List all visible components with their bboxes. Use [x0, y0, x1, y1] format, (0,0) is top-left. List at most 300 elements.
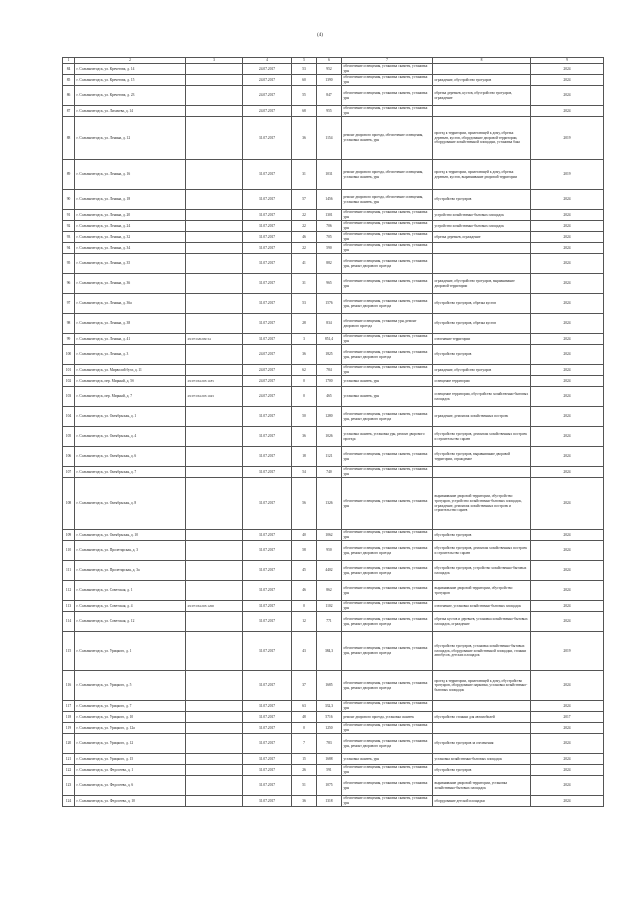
- row-number-cell: 94: [63, 243, 75, 254]
- table-row: [63, 734, 604, 754]
- area-cell: 862: [317, 581, 342, 601]
- date-cell: 31.07.2017: [243, 190, 292, 210]
- year-cell: 2024: [531, 334, 604, 345]
- address-cell: г. Сольвычегодск, ул. Октябрьская, д. 4: [75, 427, 186, 447]
- table-row: [63, 345, 604, 365]
- cadastral-number-cell: [186, 117, 243, 160]
- minimum-works-cell: обеспечение освещения, установка скамеек, установка урн: [342, 106, 433, 117]
- cadastral-number-cell: [186, 365, 243, 376]
- count-cell: 55: [292, 86, 317, 106]
- additional-works-cell: ограждение, обустройство тротуаров: [433, 365, 531, 376]
- year-cell: 2024: [531, 467, 604, 478]
- cadastral-number-cell: 29:07:061203:1045: [186, 387, 243, 407]
- minimum-works-cell: установка скамеек, урн: [342, 376, 433, 387]
- area-cell: 740: [317, 467, 342, 478]
- area-cell: 1154: [317, 117, 342, 160]
- row-number-cell: 87: [63, 106, 75, 117]
- count-cell: 12: [292, 612, 317, 632]
- count-cell: 48: [292, 712, 317, 723]
- year-cell: 2024: [531, 254, 604, 274]
- table-row: [63, 671, 604, 701]
- minimum-works-cell: установка скамеек, установка урн, ремонт дворового проезда: [342, 427, 433, 447]
- cadastral-number-cell: [186, 294, 243, 314]
- year-cell: 2024: [531, 427, 604, 447]
- row-number-cell: 121: [63, 754, 75, 765]
- row-number-cell: 111: [63, 561, 75, 581]
- table-row: [63, 190, 604, 210]
- additional-works-cell: обрезка кустов и деревьев, установка хозяйственно-бытовых площадок, ограждение: [433, 612, 531, 632]
- date-cell: 31.07.2017: [243, 243, 292, 254]
- cadastral-number-cell: [186, 796, 243, 807]
- cadastral-number-cell: [186, 64, 243, 75]
- table-row: [63, 274, 604, 294]
- count-cell: 7: [292, 734, 317, 754]
- year-cell: 2019: [531, 632, 604, 671]
- date-cell: 31.07.2017: [243, 334, 292, 345]
- year-cell: 2024: [531, 210, 604, 221]
- additional-works-cell: озеленение территории: [433, 334, 531, 345]
- area-cell: 1825: [317, 345, 342, 365]
- year-cell: 2024: [531, 64, 604, 75]
- row-number-cell: 86: [63, 86, 75, 106]
- additional-works-cell: обустройство тротуаров, обрезка кустов: [433, 294, 531, 314]
- table-row: [63, 701, 604, 712]
- cadastral-number-cell: [186, 632, 243, 671]
- cadastral-number-cell: [186, 106, 243, 117]
- table-row: [63, 376, 604, 387]
- row-number-cell: 104: [63, 407, 75, 427]
- cadastral-number-cell: [186, 701, 243, 712]
- year-cell: 2024: [531, 796, 604, 807]
- additional-works-cell: обустройство тротуаров, выравнивание дворовой территории, ограждение: [433, 447, 531, 467]
- column-header: 2: [75, 58, 186, 64]
- address-cell: г. Сольвычегодск, ул. Ленина, д. 20: [75, 210, 186, 221]
- table-row: [63, 254, 604, 274]
- cadastral-number-cell: [186, 776, 243, 796]
- area-cell: 955: [317, 106, 342, 117]
- row-number-cell: 85: [63, 75, 75, 86]
- cadastral-number-cell: [186, 274, 243, 294]
- row-number-cell: 123: [63, 776, 75, 796]
- year-cell: 2024: [531, 723, 604, 734]
- address-cell: г. Сольвычегодск, ул. Октябрьская, д. 1: [75, 407, 186, 427]
- table-row: [63, 232, 604, 243]
- area-cell: 834: [317, 314, 342, 334]
- date-cell: 24.07.2017: [243, 345, 292, 365]
- row-number-cell: 98: [63, 314, 75, 334]
- table-row: [63, 467, 604, 478]
- additional-works-cell: [433, 701, 531, 712]
- cadastral-number-cell: [186, 478, 243, 530]
- year-cell: 2024: [531, 345, 604, 365]
- address-cell: г. Сольвычегодск, ул. Советская, д. 4: [75, 601, 186, 612]
- cadastral-number-cell: [186, 541, 243, 561]
- area-cell: 384,3: [317, 632, 342, 671]
- additional-works-cell: [433, 106, 531, 117]
- table-row: [63, 612, 604, 632]
- row-number-cell: 101: [63, 365, 75, 376]
- additional-works-cell: ограждение, обустройство тротуаров: [433, 75, 531, 86]
- count-cell: 63: [292, 701, 317, 712]
- table-row: [63, 765, 604, 776]
- year-cell: 2024: [531, 221, 604, 232]
- additional-works-cell: ограждение, демонтаж хозяйственных построек: [433, 407, 531, 427]
- area-cell: 1688: [317, 754, 342, 765]
- minimum-works-cell: ремонт дворового проезда, установка скамеек: [342, 712, 433, 723]
- year-cell: 2024: [531, 376, 604, 387]
- date-cell: 31.07.2017: [243, 701, 292, 712]
- area-cell: 1031: [317, 160, 342, 190]
- address-cell: г. Сольвычегодск, ул. Пролетарская, д. 3: [75, 541, 186, 561]
- minimum-works-cell: обеспечение освещения, установка скамеек, установка урн: [342, 75, 433, 86]
- area-cell: 4402: [317, 561, 342, 581]
- minimum-works-cell: обеспечение освещения, установка скамеек, установка урн: [342, 221, 433, 232]
- count-cell: 60: [292, 75, 317, 86]
- minimum-works-cell: обеспечение освещения, установка скамеек, установка урн: [342, 64, 433, 75]
- row-number-cell: 88: [63, 117, 75, 160]
- address-cell: г. Сольвычегодск, ул. Урицкого, д. 7: [75, 701, 186, 712]
- year-cell: 2024: [531, 561, 604, 581]
- count-cell: 62: [292, 365, 317, 376]
- row-number-cell: 114: [63, 612, 75, 632]
- additional-works-cell: обустройство тротуаров: [433, 530, 531, 541]
- address-cell: г. Сольвычегодск, ул. Урицкого, д. 15: [75, 754, 186, 765]
- address-cell: г. Сольвычегодск, ул. Ленина, д. 24: [75, 221, 186, 232]
- count-cell: 22: [292, 243, 317, 254]
- additional-works-cell: обустройство тротуаров, устройство хозяйственно-бытовых площадок: [433, 561, 531, 581]
- additional-works-cell: ограждение, обустройство тротуаров, выравнивание дворовой территории: [433, 274, 531, 294]
- column-header: 8: [433, 58, 531, 64]
- column-header: 7: [342, 58, 433, 64]
- count-cell: 46: [292, 581, 317, 601]
- address-cell: г. Сольвычегодск, ул. Октябрьская, д. 6: [75, 447, 186, 467]
- date-cell: 31.07.2017: [243, 612, 292, 632]
- date-cell: 31.07.2017: [243, 530, 292, 541]
- year-cell: 2019: [531, 117, 604, 160]
- cadastral-number-cell: [186, 221, 243, 232]
- address-cell: г. Сольвычегодск, ул. Кречетова, д. 14: [75, 64, 186, 75]
- minimum-works-cell: ремонт дворового проезда, обеспечение освещения, установка скамеек, урн: [342, 117, 433, 160]
- address-cell: г. Сольвычегодск, ул. Советская, д. 12: [75, 612, 186, 632]
- area-cell: 1301: [317, 210, 342, 221]
- year-cell: 2024: [531, 387, 604, 407]
- date-cell: 24.07.2017: [243, 106, 292, 117]
- area-cell: 1456: [317, 190, 342, 210]
- column-header: 6: [317, 58, 342, 64]
- cadastral-number-cell: [186, 190, 243, 210]
- address-cell: г. Сольвычегодск, ул. Ленина, д. 38: [75, 314, 186, 334]
- table-row: [63, 334, 604, 345]
- minimum-works-cell: обеспечение освещения, установка скамеек, установка урн: [342, 467, 433, 478]
- table-row: [63, 314, 604, 334]
- table-row: [63, 365, 604, 376]
- year-cell: 2024: [531, 274, 604, 294]
- minimum-works-cell: обеспечение освещения, установка скамеек, установка урн, ремонт дворового проезда: [342, 541, 433, 561]
- area-cell: 771: [317, 612, 342, 632]
- additional-works-cell: обустройство тротуаров за озеленения: [433, 734, 531, 754]
- row-number-cell: 122: [63, 765, 75, 776]
- area-cell: 1062: [317, 530, 342, 541]
- address-cell: г. Сольвычегодск, ул. Федосеева, д. 6: [75, 776, 186, 796]
- row-number-cell: 106: [63, 447, 75, 467]
- minimum-works-cell: обеспечение освещения, установка скамеек, установка урн: [342, 723, 433, 734]
- year-cell: 2024: [531, 530, 604, 541]
- minimum-works-cell: обеспечение освещения, установка скамеек, установка урн: [342, 765, 433, 776]
- date-cell: 24.07.2017: [243, 365, 292, 376]
- address-cell: г. Сольвычегодск, ул. Урицкого, д. 12: [75, 734, 186, 754]
- row-number-cell: 100: [63, 345, 75, 365]
- address-cell: г. Сольвычегодск, ул. Урицкого, д. 1: [75, 632, 186, 671]
- minimum-works-cell: обеспечение освещения, установка скамеек, установка урн: [342, 601, 433, 612]
- count-cell: 41: [292, 254, 317, 274]
- count-cell: 36: [292, 427, 317, 447]
- area-cell: 1075: [317, 776, 342, 796]
- address-cell: г. Сольвычегодск, ул. Ленина, д. 41: [75, 334, 186, 345]
- row-number-cell: 95: [63, 254, 75, 274]
- row-number-cell: 107: [63, 467, 75, 478]
- cadastral-number-cell: 29:07:020209:34: [186, 334, 243, 345]
- area-cell: 590: [317, 243, 342, 254]
- column-header: 9: [531, 58, 604, 64]
- additional-works-cell: проезд к территории, прилегающей к дому, обустройство тротуаров, оборудование парковки, установка хозяйственно-бытовых площадок: [433, 671, 531, 701]
- table-row: [63, 601, 604, 612]
- year-cell: 2024: [531, 776, 604, 796]
- date-cell: 24.07.2017: [243, 75, 292, 86]
- date-cell: 31.07.2017: [243, 601, 292, 612]
- minimum-works-cell: обеспечение освещения, установка скамеек, установка урн: [342, 796, 433, 807]
- date-cell: 31.07.2017: [243, 407, 292, 427]
- address-cell: г. Сольвычегодск, ул. Урицкого, д. 10: [75, 712, 186, 723]
- cadastral-number-cell: [186, 210, 243, 221]
- minimum-works-cell: обеспечение освещения, установка скамеек, установка урн: [342, 530, 433, 541]
- area-cell: 1280: [317, 407, 342, 427]
- minimum-works-cell: обеспечение освещения, установка скамеек, установка урн: [342, 232, 433, 243]
- count-cell: 0: [292, 601, 317, 612]
- additional-works-cell: оборудование детской площадки: [433, 796, 531, 807]
- additional-works-cell: освещение территории, обустройство хозяйственно-бытовых площадок: [433, 387, 531, 407]
- minimum-works-cell: обеспечение освещения, установка скамеек, установка урн: [342, 243, 433, 254]
- area-cell: 1318: [317, 796, 342, 807]
- date-cell: 31.07.2017: [243, 765, 292, 776]
- cadastral-number-cell: [186, 467, 243, 478]
- additional-works-cell: обустройство стоянки для автомобилей: [433, 712, 531, 723]
- additional-works-cell: проезд к территории, прилегающей к дому, обрезка деревьев, кустов, оборудование дворовой территории, оборудование хозяйственной площадки, установка бака: [433, 117, 531, 160]
- minimum-works-cell: обеспечение освещения, установка урн, ремонт дворового проезда: [342, 314, 433, 334]
- minimum-works-cell: ремонт дворового проезда, обеспечение освещения, установка скамеек, урн: [342, 160, 433, 190]
- year-cell: 2024: [531, 314, 604, 334]
- table-row: [63, 723, 604, 734]
- minimum-works-cell: ремонт дворового проезда, обеспечение освещения, установка скамеек, урн: [342, 190, 433, 210]
- address-cell: г. Сольвычегодск, ул. Урицкого, д. 12а: [75, 723, 186, 734]
- cadastral-number-cell: [186, 530, 243, 541]
- count-cell: 0: [292, 387, 317, 407]
- date-cell: 31.07.2017: [243, 254, 292, 274]
- row-number-cell: 102: [63, 376, 75, 387]
- table-row: [63, 160, 604, 190]
- address-cell: г. Сольвычегодск, ул. Октябрьская, д. 10: [75, 530, 186, 541]
- area-cell: 1700: [317, 376, 342, 387]
- additional-works-cell: [433, 467, 531, 478]
- cadastral-number-cell: [186, 86, 243, 106]
- table-row: [63, 221, 604, 232]
- year-cell: 2024: [531, 407, 604, 427]
- minimum-works-cell: обеспечение освещения, установка скамеек, установка урн, ремонт дворового проезда: [342, 734, 433, 754]
- additional-works-cell: [433, 243, 531, 254]
- date-cell: 24.07.2017: [243, 387, 292, 407]
- address-cell: г. Сольвычегодск, ул. Октябрьская, д. 8: [75, 478, 186, 530]
- minimum-works-cell: обеспечение освещения, установка скамеек, установка урн: [342, 581, 433, 601]
- year-cell: 2024: [531, 754, 604, 765]
- count-cell: 0: [292, 723, 317, 734]
- count-cell: 31: [292, 274, 317, 294]
- row-number-cell: 110: [63, 541, 75, 561]
- page-number: (4): [317, 33, 323, 38]
- count-cell: 0: [292, 376, 317, 387]
- address-cell: г. Сольвычегодск, ул. Октябрьская, д. 7: [75, 467, 186, 478]
- address-cell: г. Сольвычегодск, ул. Пролетарская, д. 3а: [75, 561, 186, 581]
- address-cell: г. Сольвычегодск, ул. Ленина, д. 16: [75, 160, 186, 190]
- count-cell: 22: [292, 221, 317, 232]
- address-cell: г. Сольвычегодск, пер. Мирный, д. 5б: [75, 376, 186, 387]
- address-cell: г. Сольвычегодск, ул. Ленина, д. 36а: [75, 294, 186, 314]
- year-cell: 2024: [531, 701, 604, 712]
- column-header: 4: [243, 58, 292, 64]
- minimum-works-cell: обеспечение освещения, установка скамеек, установка урн: [342, 274, 433, 294]
- row-number-cell: 112: [63, 581, 75, 601]
- cadastral-number-cell: [186, 734, 243, 754]
- year-cell: 2024: [531, 190, 604, 210]
- date-cell: 31.07.2017: [243, 581, 292, 601]
- cadastral-number-cell: [186, 612, 243, 632]
- row-number-cell: 96: [63, 274, 75, 294]
- table-row: [63, 776, 604, 796]
- table-row: [63, 561, 604, 581]
- area-cell: 5716: [317, 712, 342, 723]
- row-number-cell: 99: [63, 334, 75, 345]
- count-cell: 36: [292, 796, 317, 807]
- minimum-works-cell: установка скамеек, урн: [342, 387, 433, 407]
- count-cell: 22: [292, 210, 317, 221]
- row-number-cell: 115: [63, 632, 75, 671]
- cadastral-number-cell: 29:07:061203:1200: [186, 601, 243, 612]
- minimum-works-cell: обеспечение освещения, установка скамеек, установка урн, ремонт дворового проезда: [342, 345, 433, 365]
- date-cell: 31.07.2017: [243, 776, 292, 796]
- row-number-cell: 117: [63, 701, 75, 712]
- year-cell: 2024: [531, 734, 604, 754]
- cadastral-number-cell: 29:07:061203:1185: [186, 376, 243, 387]
- cadastral-number-cell: [186, 314, 243, 334]
- year-cell: 2024: [531, 75, 604, 86]
- minimum-works-cell: обеспечение освещения, установка скамеек, установка урн, ремонт дворового проезда: [342, 671, 433, 701]
- year-cell: 2024: [531, 106, 604, 117]
- cadastral-number-cell: [186, 160, 243, 190]
- count-cell: 36: [292, 345, 317, 365]
- row-number-cell: 105: [63, 427, 75, 447]
- additional-works-cell: [433, 254, 531, 274]
- row-number-cell: 113: [63, 601, 75, 612]
- date-cell: 31.07.2017: [243, 754, 292, 765]
- count-cell: 18: [292, 447, 317, 467]
- area-cell: 1685: [317, 671, 342, 701]
- minimum-works-cell: обеспечение освещения, установка скамеек, установка урн: [342, 210, 433, 221]
- row-number-cell: 118: [63, 712, 75, 723]
- minimum-works-cell: обеспечение освещения, установка скамеек, установка урн, ремонт дворового проезда: [342, 561, 433, 581]
- date-cell: 31.07.2017: [243, 541, 292, 561]
- column-header: 5: [292, 58, 317, 64]
- row-number-cell: 116: [63, 671, 75, 701]
- table-row: [63, 530, 604, 541]
- count-cell: 57: [292, 190, 317, 210]
- year-cell: 2024: [531, 671, 604, 701]
- address-cell: г. Сольвычегодск, ул. Ленина, д. 32: [75, 232, 186, 243]
- date-cell: 31.07.2017: [243, 447, 292, 467]
- table-row: [63, 407, 604, 427]
- area-cell: 1026: [317, 427, 342, 447]
- table-row: [63, 754, 604, 765]
- year-cell: 2024: [531, 581, 604, 601]
- minimum-works-cell: обеспечение освещения, установка скамеек, установка урн, ремонт дворового проезда: [342, 254, 433, 274]
- address-cell: г. Сольвычегодск, ул. Ленина, д. 12: [75, 117, 186, 160]
- count-cell: 54: [292, 467, 317, 478]
- cadastral-number-cell: [186, 712, 243, 723]
- date-cell: 31.07.2017: [243, 221, 292, 232]
- cadastral-number-cell: [186, 407, 243, 427]
- cadastral-number-cell: [186, 232, 243, 243]
- address-cell: г. Сольвычегодск, ул. Ленина, д. 35: [75, 254, 186, 274]
- year-cell: 2019: [531, 160, 604, 190]
- additional-works-cell: выравнивание дворовой территории, обустройство тротуаров: [433, 581, 531, 601]
- minimum-works-cell: обеспечение освещения, установка скамеек, установка урн: [342, 478, 433, 530]
- row-number-cell: 93: [63, 232, 75, 243]
- address-cell: г. Сольвычегодск, ул. Урицкого, д. 5: [75, 671, 186, 701]
- row-number-cell: 120: [63, 734, 75, 754]
- count-cell: 28: [292, 314, 317, 334]
- area-cell: 591: [317, 765, 342, 776]
- table-row: [63, 64, 604, 75]
- row-number-cell: 109: [63, 530, 75, 541]
- additional-works-cell: обрезка деревьев, ограждение: [433, 232, 531, 243]
- cadastral-number-cell: [186, 754, 243, 765]
- area-cell: 1250: [317, 723, 342, 734]
- year-cell: 2024: [531, 232, 604, 243]
- additional-works-cell: озеленение, установка хозяйственно-бытовых площадок: [433, 601, 531, 612]
- row-number-cell: 124: [63, 796, 75, 807]
- additional-works-cell: установка хозяйственно-бытовых площадок: [433, 754, 531, 765]
- count-cell: 53: [292, 64, 317, 75]
- minimum-works-cell: обеспечение освещения, установка скамеек, установка урн: [342, 86, 433, 106]
- count-cell: 15: [292, 754, 317, 765]
- table-row: [63, 796, 604, 807]
- address-cell: г. Сольвычегодск, ул. Федосеева, д. 10: [75, 796, 186, 807]
- area-cell: 965: [317, 274, 342, 294]
- table-row: [63, 478, 604, 530]
- area-cell: 706: [317, 221, 342, 232]
- date-cell: 31.07.2017: [243, 671, 292, 701]
- cadastral-number-cell: [186, 447, 243, 467]
- row-number-cell: 89: [63, 160, 75, 190]
- area-cell: 1390: [317, 75, 342, 86]
- date-cell: 31.07.2017: [243, 117, 292, 160]
- year-cell: 2017: [531, 712, 604, 723]
- year-cell: 2024: [531, 86, 604, 106]
- address-cell: г. Сольвычегодск, ул. Лихачева, д. 14: [75, 106, 186, 117]
- address-cell: г. Сольвычегодск, ул. Советская, д. 1: [75, 581, 186, 601]
- address-cell: г. Сольвычегодск, ул. Кречетова, д. 15: [75, 75, 186, 86]
- row-number-cell: 91: [63, 210, 75, 221]
- address-cell: г. Сольвычегодск, ул. Ленина, д. 34: [75, 243, 186, 254]
- additional-works-cell: выравнивание дворовой территории, установка хозяйственно-бытовых площадок: [433, 776, 531, 796]
- table-row: [63, 210, 604, 221]
